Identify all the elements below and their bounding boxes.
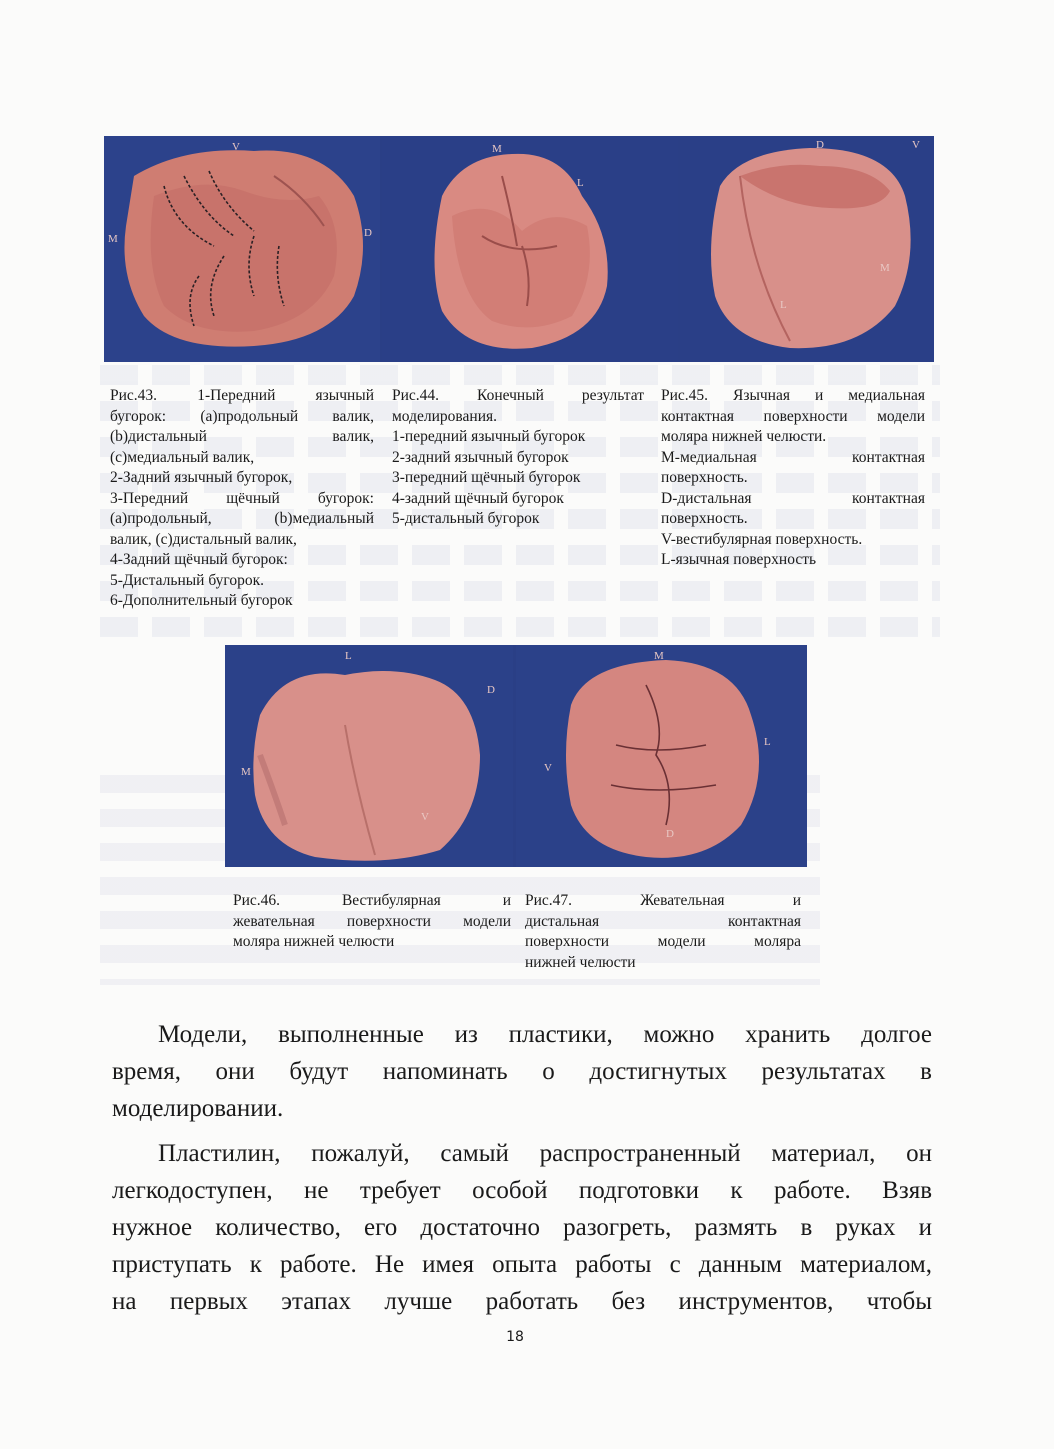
fig45-label-v: V [912, 139, 920, 151]
paragraph-2-line-5: на первых этапах лучше работать без инструментов, чтобы [112, 1288, 932, 1315]
caption-43-line-3: (b)дистальный валик, [110, 428, 374, 445]
caption-44-line-1: Рис.44. Конечный результат [392, 387, 644, 404]
figure-43-photo [104, 136, 380, 362]
caption-47-line-3: поверхности модели моляра [525, 933, 801, 950]
paragraph-2-line-4: приступать к работе. Не имея опыта работы с данным материалом, [112, 1251, 932, 1278]
caption-43-line-10: 5-Дистальный бугорок. [110, 571, 264, 589]
fig47-label-v: V [544, 762, 552, 774]
caption-43-line-7: (а)продольный, (b)медиальный [110, 510, 374, 527]
caption-43-line-4: (с)медиальный валик, [110, 448, 255, 466]
caption-43-line-9: 4-Задний щёчный бугорок: [110, 551, 288, 568]
body-text [112, 1016, 932, 1320]
caption-43-line-5: 2-Задний язычный бугорок, [110, 469, 293, 486]
fig46-label-l: L [345, 650, 352, 662]
caption-45-line-9: L-язычная поверхность [661, 551, 817, 568]
caption-44-line-3: 1-передний язычный бугорок [392, 428, 586, 445]
caption-44-line-7: 5-дистальный бугорок [392, 510, 540, 527]
caption-43-line-1: Рис.43. 1-Передний язычный [110, 387, 374, 404]
fig44-label-l: L [577, 177, 584, 189]
fig46-label-v: V [421, 811, 429, 823]
fig47-label-l: L [764, 736, 771, 748]
caption-43-line-2: бугорок: (а)продольный валик, [110, 407, 374, 425]
figure-46-photo [225, 645, 513, 867]
caption-fig-44 [392, 386, 644, 530]
caption-44-line-5: 3-передний щёчный бугорок [392, 469, 581, 486]
fig44-label-m: M [492, 143, 502, 155]
paragraph-2-line-2: легкодоступен, не требует особой подготовки к работе. Взяв [112, 1177, 932, 1204]
paragraph-1-line-2: время, они будут напоминать о достигнутых результатах в [112, 1058, 932, 1085]
fig47-label-m: M [654, 650, 664, 662]
caption-fig-45 [661, 386, 925, 571]
fig46-label-d: D [487, 684, 495, 696]
paragraph-1-line-3: моделировании. [112, 1095, 284, 1122]
caption-47-line-4: нижней челюсти [525, 953, 636, 971]
caption-45-line-4: М-медиальная контактная [661, 448, 925, 466]
caption-fig-43 [110, 386, 374, 612]
caption-45-line-3: моляра нижней челюсти. [661, 428, 827, 445]
fig43-label-m: M [108, 233, 118, 245]
caption-46-line-2: жевательная поверхности модели [233, 912, 511, 930]
paragraph-1-line-1: Модели, выполненные из пластики, можно хранить долгое [158, 1021, 932, 1048]
top-photo-strip [104, 136, 934, 362]
bottom-photo-strip [225, 645, 807, 867]
paragraph-2-line-1: Пластилин, пожалуй, самый распространенный материал, он [158, 1140, 932, 1167]
caption-46-line-3: моляра нижней челюсти [233, 933, 395, 950]
figure-45-photo [680, 136, 934, 362]
figure-44-photo [382, 136, 678, 362]
paragraph-2-line-3: нужное количество, его достаточно разогреть, размять в руках и [112, 1214, 932, 1241]
caption-45-line-8: V-вестибулярная поверхность. [661, 530, 863, 548]
caption-46-line-1: Рис.46. Вестибулярная и [233, 892, 511, 909]
caption-44-line-4: 2-задний язычный бугорок [392, 448, 569, 466]
caption-43-line-8: валик, (с)дистальный валик, [110, 530, 297, 548]
caption-44-line-6: 4-задний щёчный бугорок [392, 489, 564, 507]
fig45-label-m: M [880, 262, 890, 274]
caption-47-line-2: дистальная контактная [525, 912, 801, 930]
caption-fig-47 [525, 891, 801, 973]
caption-43-line-6: 3-Передний щёчный бугорок: [110, 489, 374, 507]
caption-43-line-11: 6-Дополнительный бугорок [110, 592, 293, 609]
fig45-label-l: L [780, 299, 787, 311]
page-number: 18 [506, 1329, 524, 1345]
caption-45-line-2: контактная поверхности модели [661, 407, 925, 425]
caption-44-line-2: моделирования. [392, 407, 497, 425]
caption-45-line-7: поверхность. [661, 510, 748, 527]
fig46-label-m: M [241, 766, 251, 778]
fig47-label-d: D [666, 828, 674, 840]
fig45-label-d: D [816, 139, 824, 151]
fig43-label-d: D [364, 227, 372, 239]
figure-47-photo [516, 645, 807, 867]
caption-fig-46 [233, 891, 511, 953]
caption-47-line-1: Рис.47. Жевательная и [525, 892, 801, 909]
caption-45-line-5: поверхность. [661, 469, 748, 486]
caption-45-line-1: Рис.45. Язычная и медиальная [661, 387, 925, 404]
caption-45-line-6: D-дистальная контактная [661, 489, 925, 507]
fig43-label-v: V [232, 141, 240, 153]
